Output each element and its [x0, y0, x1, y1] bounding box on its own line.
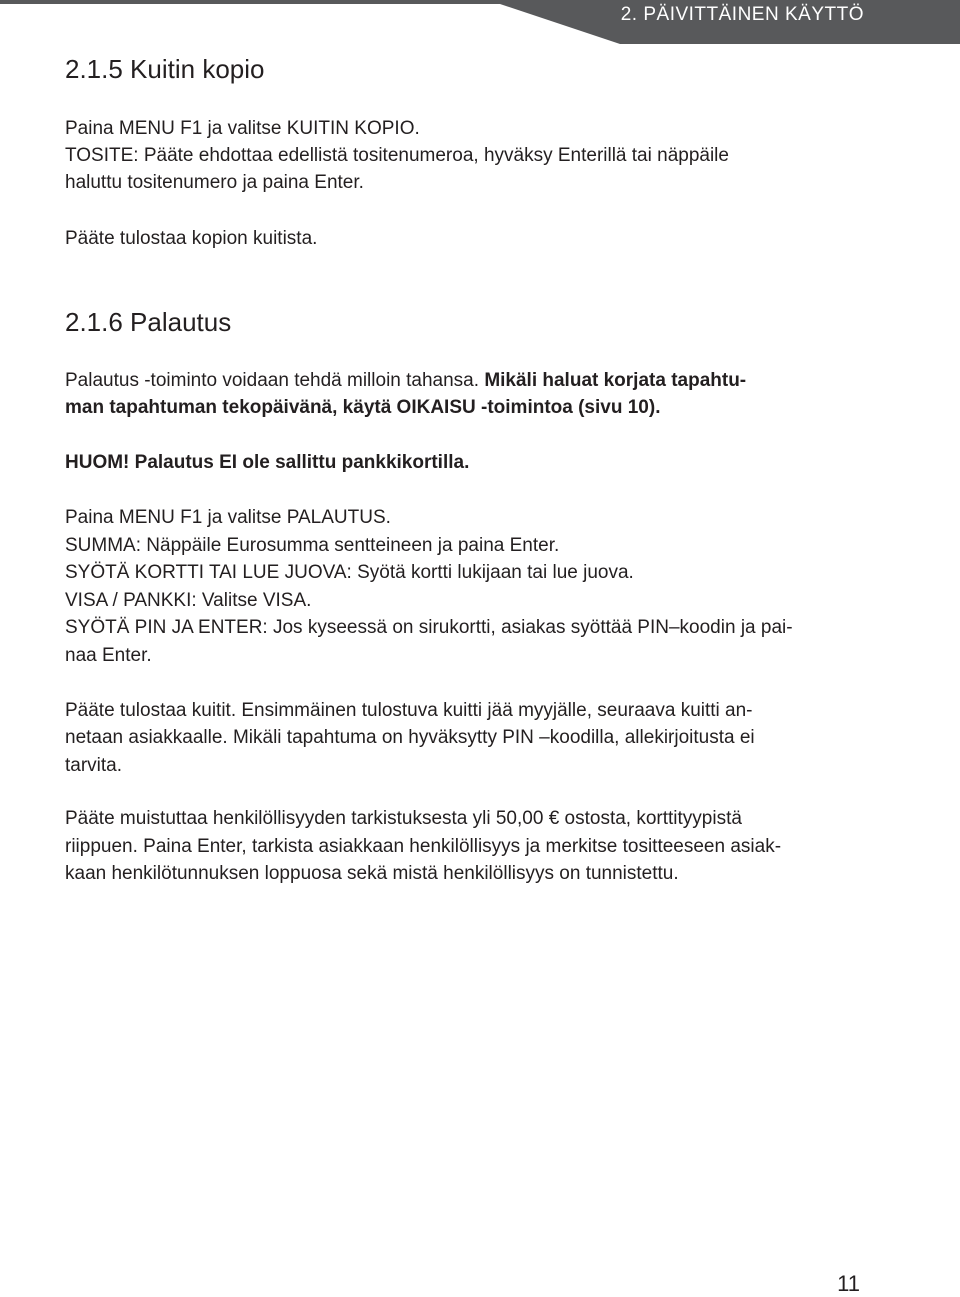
palautus-step-visa: VISA / PANKKI: Valitse VISA. [65, 590, 312, 611]
section-heading-kuitin-kopio: 2.1.5 Kuitin kopio [65, 54, 265, 84]
kuitin-kopio-step-tosite: TOSITE: Pääte ehdottaa edellistä tositenumeroa, hyväksy Enterillä tai näppäile [65, 145, 729, 166]
palautus-identity-line-3: kaan henkilötunnuksen loppuosa sekä mistä henkilöllisyys on tunnistettu. [65, 863, 679, 884]
palautus-step-pin-cont: naa Enter. [65, 645, 152, 666]
palautus-step-menu: Paina MENU F1 ja valitse PALAUTUS. [65, 507, 391, 528]
palautus-identity-line-1: Pääte muistuttaa henkilöllisyyden tarkistuksesta yli 50,00 € ostosta, korttityypistä [65, 808, 742, 829]
chapter-header-band [0, 0, 960, 44]
palautus-identity-line-2: riippuen. Paina Enter, tarkista asiakkaan henkilöllisyys ja merkitse tositteeseen asiak- [65, 836, 782, 857]
palautus-receipts-line-1: Pääte tulostaa kuitit. Ensimmäinen tulostuva kuitti jää myyjälle, seuraava kuitti an- [65, 700, 753, 721]
palautus-intro-text: Palautus -toiminto voidaan tehdä milloin tahansa. [65, 370, 485, 391]
palautus-step-kortti: SYÖTÄ KORTTI TAI LUE JUOVA: Syötä kortti lukijaan tai lue juova. [65, 562, 634, 583]
palautus-receipts-line-3: tarvita. [65, 755, 123, 776]
palautus-warning: HUOM! Palautus EI ole sallittu pankkikortilla. [65, 452, 470, 473]
palautus-step-summa: SUMMA: Näppäile Eurosumma sentteineen ja paina Enter. [65, 535, 560, 556]
kuitin-kopio-print-note: Pääte tulostaa kopion kuitista. [65, 228, 318, 249]
kuitin-kopio-step-tosite-cont: haluttu tositenumero ja paina Enter. [65, 172, 364, 193]
palautus-step-pin: SYÖTÄ PIN JA ENTER: Jos kyseessä on sirukortti, asiakas syöttää PIN–koodin ja pai- [65, 617, 793, 638]
section-heading-palautus: 2.1.6 Palautus [65, 307, 232, 337]
palautus-receipts-line-2: netaan asiakkaalle. Mikäli tapahtuma on hyväksytty PIN –koodilla, allekirjoitusta ei [65, 727, 755, 748]
page-number: 11 [837, 1271, 860, 1296]
palautus-intro-line-1 [65, 368, 746, 394]
palautus-correction-note-cont: man tapahtuman tekopäivänä, käytä OIKAISU -toimintoa (sivu 10). [65, 397, 661, 418]
palautus-correction-note: Mikäli haluat korjata tapahtu- [484, 370, 747, 391]
kuitin-kopio-step-menu: Paina MENU F1 ja valitse KUITIN KOPIO. [65, 118, 420, 139]
chapter-title: 2. PÄIVITTÄINEN KÄYTTÖ [620, 4, 864, 25]
